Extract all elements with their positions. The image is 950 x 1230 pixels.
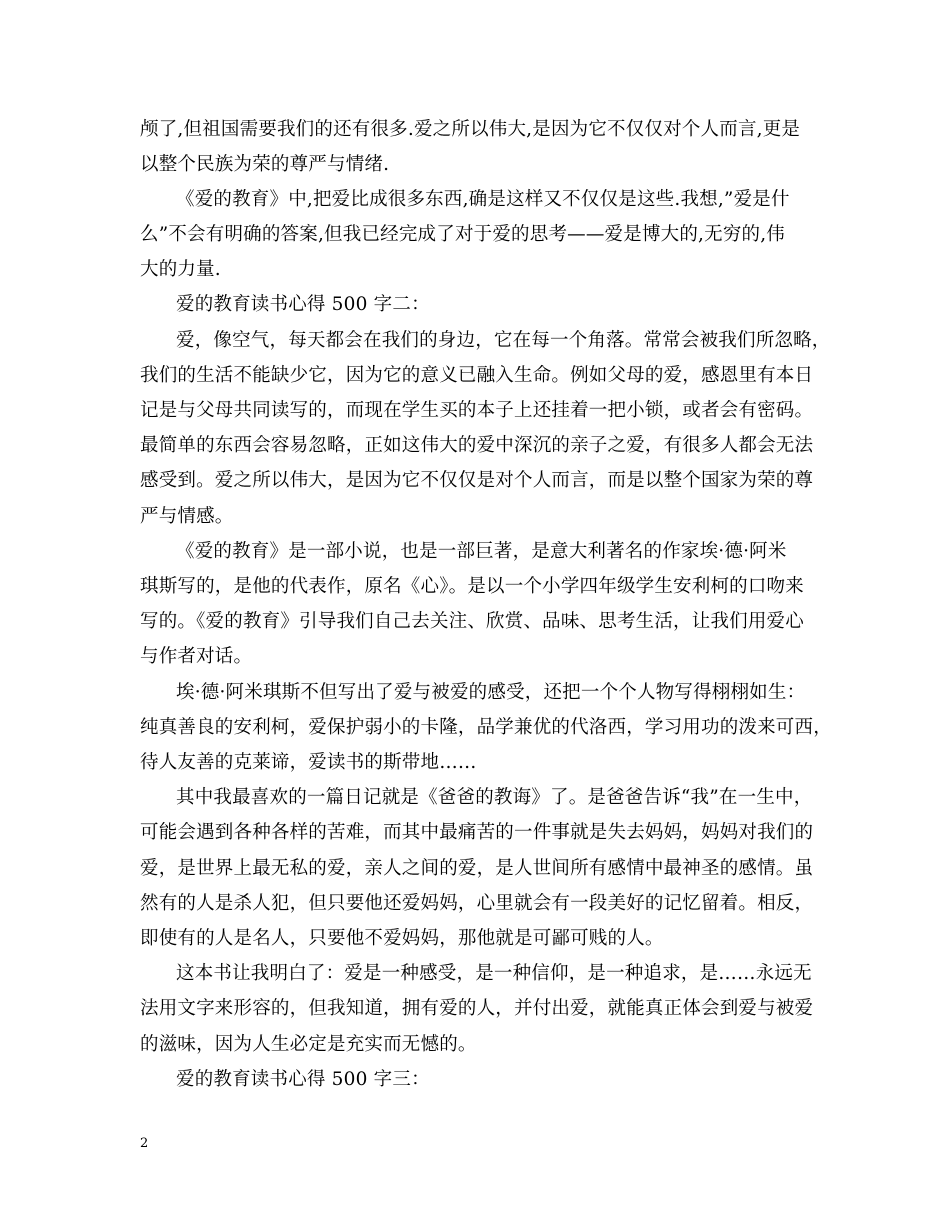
text-line: 待人友善的克莱谛，爱读书的斯带地……: [140, 752, 477, 773]
text-line: 法用文字来形容的，但我知道，拥有爱的人，并付出爱，就能真正体会到爱与被爱: [140, 998, 814, 1019]
text-line: 大的力量.: [140, 259, 221, 280]
section-heading: 爱的教育读书心得 500 字二：: [176, 294, 430, 315]
text-line: 然有的人是杀人犯，但只要他还爱妈妈，心里就会有一段美好的记忆留着。相反，: [140, 893, 814, 914]
text-line: 颅了,但祖国需要我们的还有很多.爱之所以伟大,是因为它不仅仅对个人而言,更是: [140, 119, 801, 140]
text-line: 《爱的教育》是一部小说，也是一部巨著，是意大利著名的作家埃·德·阿米: [176, 541, 787, 562]
text-line: 我们的生活不能缺少它，因为它的意义已融入生命。例如父母的爱，感恩里有本日: [140, 365, 814, 386]
text-line: 纯真善良的安利柯，爱保护弱小的卡隆，品学兼优的代洛西，学习用功的泼来可西，: [140, 717, 832, 738]
text-line: 严与情感。: [140, 506, 234, 527]
text-line: 可能会遇到各种各样的苦难，而其中最痛苦的一件事就是失去妈妈，妈妈对我们的: [140, 822, 814, 843]
text-line: 爱，像空气，每天都会在我们的身边，它在每一个角落。常常会被我们所忽略，: [176, 330, 831, 351]
section-heading: 爱的教育读书心得 500 字三：: [176, 1069, 430, 1090]
text-line: 的滋味，因为人生必定是充实而无憾的。: [140, 1034, 477, 1055]
text-line: 即使有的人是名人，只要他不爱妈妈，那他就是可鄙可贱的人。: [140, 928, 664, 949]
text-line: 以整个民族为荣的尊严与情绪.: [140, 154, 390, 175]
text-line: 最简单的东西会容易忽略，正如这伟大的爱中深沉的亲子之爱，有很多人都会无法: [140, 435, 814, 456]
text-line: 感受到。爱之所以伟大，是因为它不仅仅是对个人而言，而是以整个国家为荣的尊: [140, 470, 814, 491]
text-line: 与作者对话。: [140, 646, 253, 667]
text-line: 爱，是世界上最无私的爱，亲人之间的爱，是人世间所有感情中最神圣的感情。虽: [140, 858, 814, 879]
page-number: 2: [140, 1136, 149, 1151]
text-line: 琪斯写的，是他的代表作，原名《心》。是以一个小学四年级学生安利柯的口吻来: [140, 576, 804, 597]
text-line: 写的。《爱的教育》引导我们自己去关注、欣赏、品味、思考生活，让我们用爱心: [140, 611, 804, 632]
text-line: 其中我最喜欢的一篇日记就是《爸爸的教诲》了。是爸爸告诉“我”在一生中，: [176, 787, 813, 808]
text-line: 埃·德·阿米琪斯不但写出了爱与被爱的感受，还把一个个人物写得栩栩如生：: [176, 682, 806, 703]
text-line: 记是与父母共同读写的，而现在学生买的本子上还挂着一把小锁，或者会有密码。: [140, 400, 814, 421]
text-line: 《爱的教育》中,把爱比成很多东西,确是这样又不仅仅是这些.我想,”爱是什: [176, 189, 790, 210]
text-line: 这本书让我明白了：爱是一种感受，是一种信仰，是一种追求，是……永远无: [176, 963, 812, 984]
text-line: 么”不会有明确的答案,但我已经完成了对于爱的思考——爱是博大的,无穷的,伟: [140, 224, 786, 245]
